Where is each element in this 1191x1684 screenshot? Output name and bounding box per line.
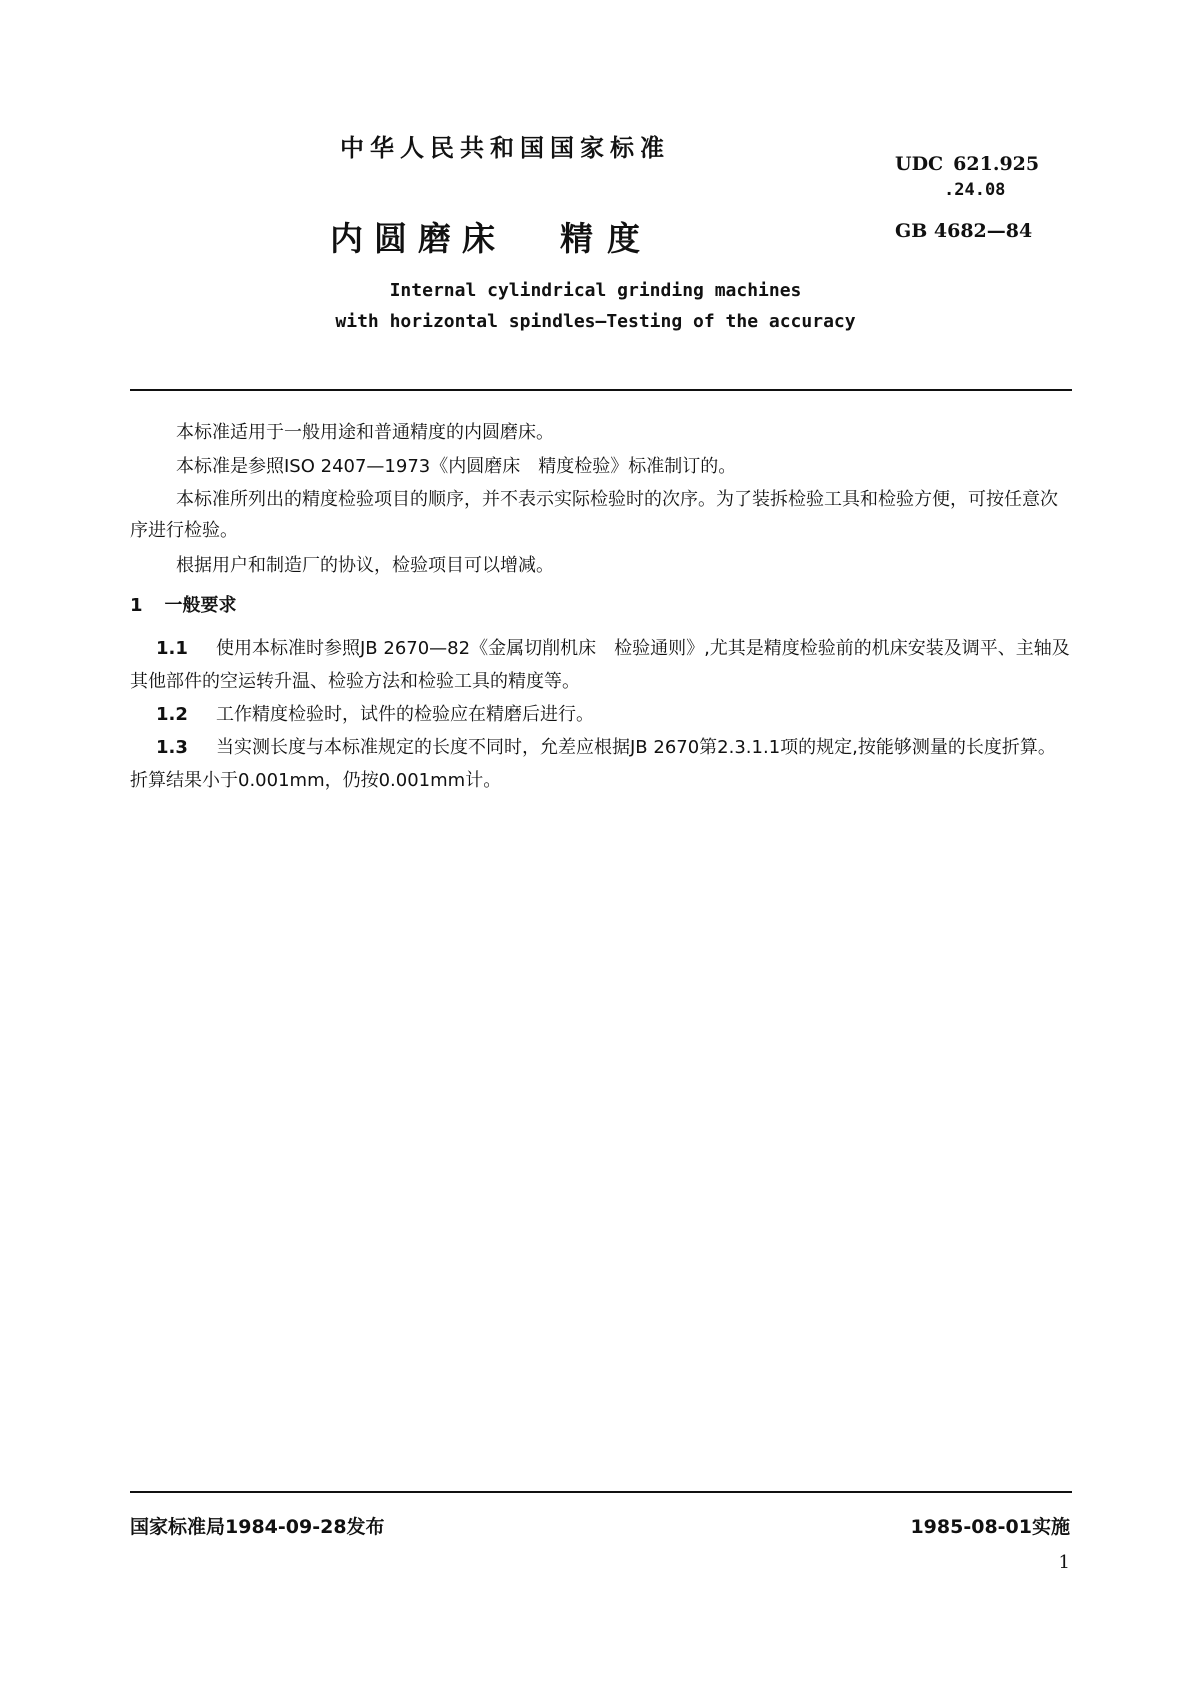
clause-text: 当实测长度与本标准规定的长度不同时，允差应根据JB 2670第2.3.1.1项的规定,按能够测量的长度折算。折算结果小于0.001mm，仍按0.001mm计。	[130, 737, 1056, 791]
header-divider	[130, 389, 1072, 391]
title-part1: 内圆磨床	[330, 219, 506, 258]
intro-paragraph-4: 根据用户和制造厂的协议，检验项目可以增减。	[176, 555, 554, 576]
udc-code	[895, 155, 1039, 174]
page-number: 1	[1058, 1552, 1070, 1573]
clause-number: 1.3	[156, 737, 188, 758]
section-heading	[130, 591, 237, 617]
clause-number: 1.1	[156, 638, 188, 659]
clause-1-2	[130, 698, 1072, 731]
clause-number: 1.2	[156, 704, 188, 725]
clause-text: 使用本标准时参照JB 2670—82《金属切削机床 检验通则》,尤其是精度检验前的机床安装及调平、主轴及其他部件的空运转升温、检验方法和检验工具的精度等。	[130, 638, 1070, 692]
intro-paragraph-3: 本标准所列出的精度检验项目的顺序，并不表示实际检验时的次序。为了装拆检验工具和检验方便，可按任意次序进行检验。	[130, 489, 1058, 541]
section-number: 1	[130, 595, 143, 616]
clause-1-3	[130, 731, 1072, 797]
udc-line1: 621.925	[953, 153, 1040, 175]
clause-text: 工作精度检验时，试件的检验应在精磨后进行。	[216, 704, 594, 725]
udc-line2: .24.08	[944, 180, 1006, 200]
intro-paragraph-1: 本标准适用于一般用途和普通精度的内圆磨床。	[176, 422, 554, 443]
effective-date: 1985-08-01实施	[910, 1516, 1070, 1538]
title-part2: 精度	[560, 219, 654, 258]
footer-divider	[130, 1491, 1072, 1493]
english-title-line1: Internal cylindrical grinding machines	[389, 280, 802, 301]
section-title: 一般要求	[164, 595, 237, 616]
clause-1-1	[130, 632, 1072, 698]
standard-org-heading: 中华人民共和国国家标准	[340, 133, 670, 162]
issue-date: 国家标准局1984-09-28发布	[130, 1516, 385, 1538]
english-title-line2: with horizontal spindles—Testing of the accuracy	[335, 311, 856, 332]
gb-number: GB 4682—84	[895, 220, 1033, 242]
udc-label: UDC	[895, 153, 944, 175]
document-title	[330, 213, 654, 260]
intro-paragraph-2: 本标准是参照ISO 2407—1973《内圆磨床 精度检验》标准制订的。	[176, 456, 737, 477]
